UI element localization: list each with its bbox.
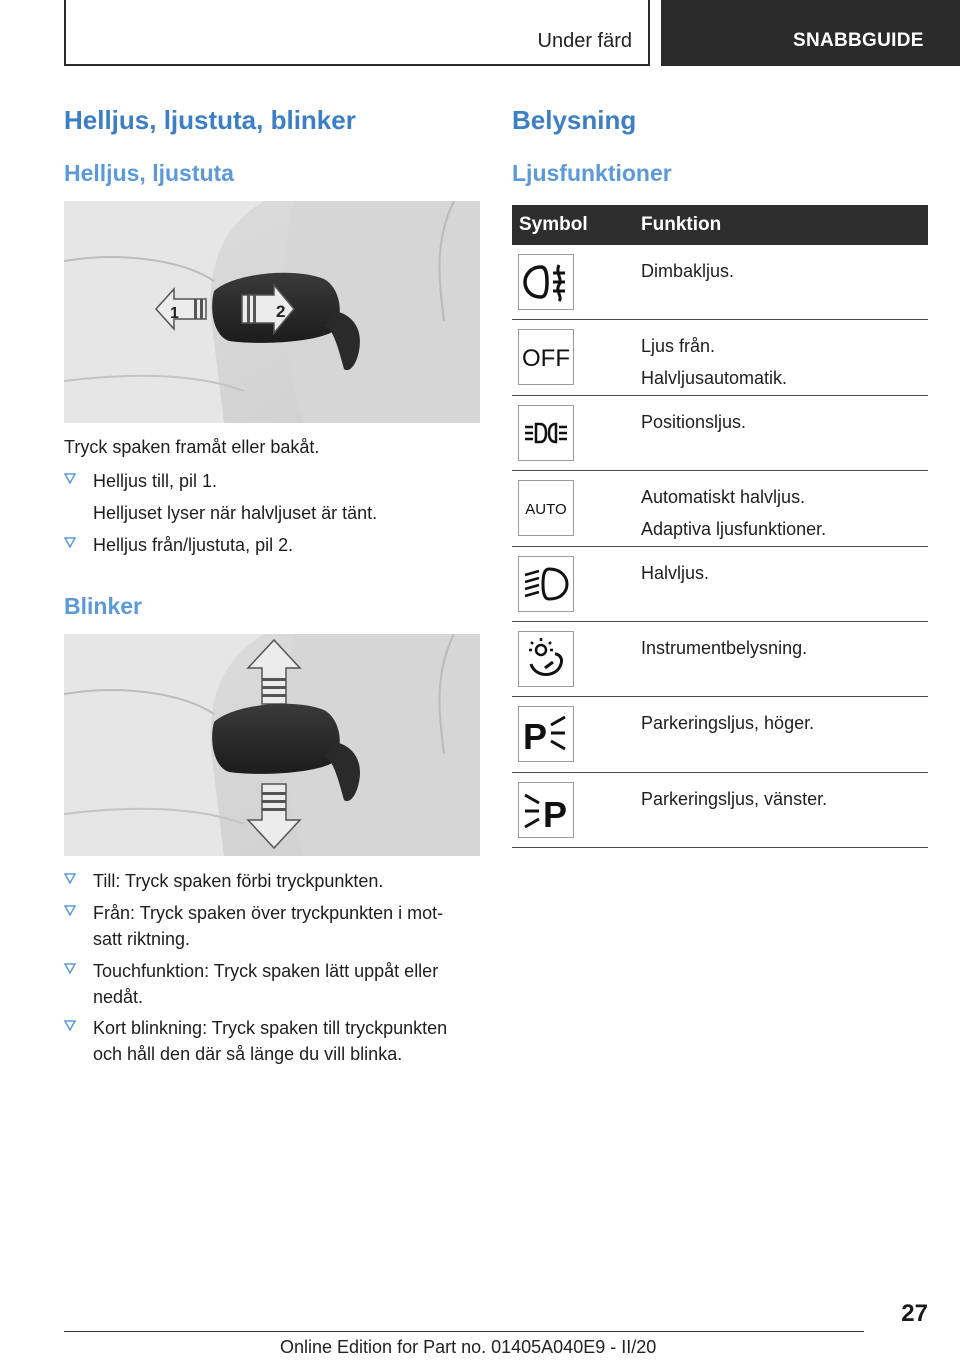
fog-light-icon (519, 255, 573, 309)
function-line-1: Positionsljus. (641, 411, 747, 432)
function-line-1: Instrumentbelysning. (641, 637, 808, 658)
parking-left-label: P (543, 793, 568, 835)
function-line-2: Adaptiva ljusfunktioner. (641, 519, 827, 540)
function-line-1: Halvljus. (641, 562, 710, 583)
function-text (641, 481, 826, 545)
off-icon-label: OFF (522, 345, 570, 373)
high-beam-item-2 (64, 532, 480, 558)
parking-light-left-icon (519, 783, 573, 837)
function-line-1: Parkeringsljus, höger. (641, 713, 815, 734)
column-header-function: Funktion (641, 214, 722, 235)
parking-right-label: P (523, 716, 548, 758)
subsection-title-indicator: Blinker (64, 593, 142, 619)
parking-light-right-icon (519, 707, 573, 761)
high-beam-item-1-line1: Helljus till, pil 1. (93, 471, 218, 491)
indicator-item-3 (64, 958, 480, 1010)
indicator-item-2 (64, 900, 480, 952)
table-row (512, 471, 928, 546)
high-beam-item-1-line2: Helljuset lyser när halvljuset är tänt. (93, 503, 378, 523)
auto-icon-label: AUTO (525, 501, 567, 519)
arrow-2-label: 2 (276, 302, 286, 321)
subsection-title-high-beam: Helljus, ljustuta (64, 160, 234, 186)
auto-icon (519, 481, 573, 535)
function-text (641, 330, 787, 394)
table-row (512, 697, 928, 772)
indicator-item-4-line2: och håll den där så länge du vill blinka. (93, 1044, 403, 1064)
light-functions-table (512, 205, 928, 848)
bullet-triangle-icon (64, 905, 76, 917)
instrument-lighting-icon (519, 632, 573, 686)
function-line-1: Ljus från. (641, 336, 716, 357)
table-row (512, 773, 928, 848)
header-section-box (64, 0, 650, 66)
high-beam-intro: Tryck spaken framåt eller bakåt. (64, 437, 320, 457)
arrow-1-label: 1 (170, 305, 179, 322)
function-text (641, 406, 746, 438)
function-text (641, 557, 709, 589)
page-number: 27 (901, 1300, 928, 1327)
function-text (641, 255, 734, 287)
indicator-item-3-line1: Touchfunktion: Tryck spaken lätt uppåt eller (93, 961, 439, 981)
function-line-1: Parkeringsljus, vänster. (641, 788, 828, 809)
function-line-1: Automatiskt halvljus. (641, 487, 806, 508)
indicator-item-4 (64, 1015, 480, 1067)
indicator-item-3-line2: nedåt. (93, 987, 144, 1007)
table-header (512, 205, 928, 245)
indicator-item-2-line2: satt riktning. (93, 929, 191, 949)
indicator-item-4-line1: Kort blinkning: Tryck spaken till tryckpunkten (93, 1018, 448, 1038)
high-beam-item-2-line1: Helljus från/ljustuta, pil 2. (93, 535, 294, 555)
table-row (512, 622, 928, 697)
section-title-left: Helljus, ljustuta, blinker (64, 105, 356, 135)
bullet-triangle-icon (64, 1020, 76, 1032)
indicator-item-2-line1: Från: Tryck spaken över tryckpunkten i mot‐ (93, 903, 444, 923)
high-beam-item-1 (64, 468, 480, 526)
footer-edition: Online Edition for Part no. 01405A040E9 - II/20 (280, 1337, 657, 1357)
bullet-triangle-icon (64, 537, 76, 549)
function-line-1: Dimbakljus. (641, 261, 735, 281)
function-text (641, 783, 827, 815)
table-row (512, 547, 928, 622)
low-beam-icon (519, 557, 573, 611)
indicator-item-1-line1: Till: Tryck spaken förbi tryckpunkten. (93, 871, 384, 891)
bullet-triangle-icon (64, 473, 76, 485)
section-title-right: Belysning (512, 105, 637, 135)
header-chapter-tab[interactable] (661, 0, 960, 66)
table-row (512, 245, 928, 320)
table-row (512, 396, 928, 471)
header-chapter-label: SNABBGUIDE (793, 30, 924, 51)
high-beam-lever-photo (64, 201, 480, 423)
function-text (641, 707, 814, 739)
off-icon (519, 330, 573, 384)
footer-divider (64, 1331, 864, 1332)
subsection-title-light-functions: Ljusfunktioner (512, 160, 672, 186)
function-text (641, 632, 807, 664)
indicator-item-1 (64, 868, 480, 894)
function-line-2: Halvljusautomatik. (641, 368, 788, 389)
position-light-icon (519, 406, 573, 460)
bullet-triangle-icon (64, 963, 76, 975)
turn-signal-lever-photo (64, 634, 480, 856)
column-header-symbol: Symbol (519, 214, 588, 235)
table-row (512, 320, 928, 395)
bullet-triangle-icon (64, 873, 76, 885)
header-section-title: Under färd (537, 30, 632, 52)
